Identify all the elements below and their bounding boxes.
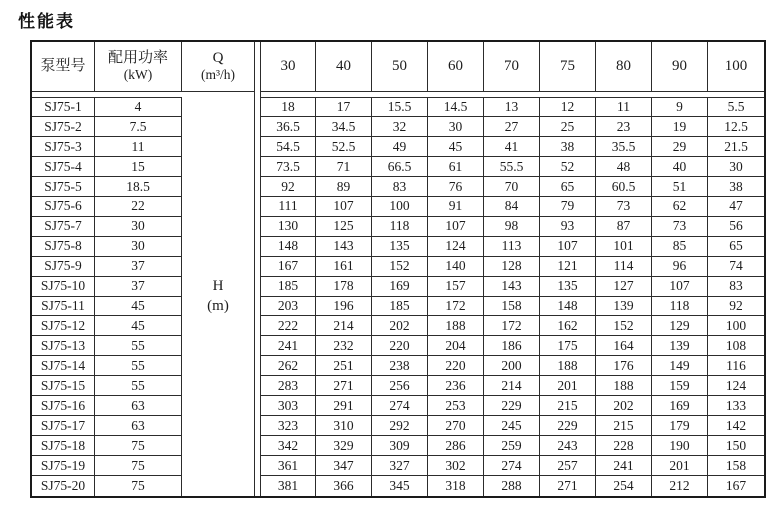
head-value-cell: 100 (708, 316, 764, 336)
head-value-cell: 178 (316, 277, 372, 297)
column-header-flow-60: 60 (428, 42, 484, 92)
head-value-cell: 128 (484, 257, 540, 277)
head-value-cell: 215 (596, 416, 652, 436)
column-header-flow-90: 90 (652, 42, 708, 92)
head-value-cell: 257 (540, 456, 596, 476)
model-cell: SJ75-13 (32, 336, 95, 356)
head-value-cell: 236 (428, 376, 484, 396)
head-value-cell: 25 (540, 117, 596, 137)
head-value-cell: 79 (540, 197, 596, 217)
head-value-cell: 201 (540, 376, 596, 396)
head-value-cell: 381 (260, 476, 316, 496)
head-value-cell: 345 (372, 476, 428, 496)
power-cell: 11 (95, 137, 182, 157)
head-value-cell: 48 (596, 157, 652, 177)
head-value-cell: 238 (372, 356, 428, 376)
model-cell: SJ75-1 (32, 97, 95, 117)
head-value-cell: 202 (372, 316, 428, 336)
head-value-cell: 215 (540, 396, 596, 416)
head-value-cell: 55.5 (484, 157, 540, 177)
head-value-cell: 60.5 (596, 177, 652, 197)
column-header-flow-75: 75 (540, 42, 596, 92)
head-value-cell: 172 (484, 316, 540, 336)
head-value-cell: 220 (372, 336, 428, 356)
model-cell: SJ75-10 (32, 277, 95, 297)
head-value-cell: 167 (725, 478, 747, 494)
head-value-cell: 204 (428, 336, 484, 356)
head-value-cell: 38 (708, 177, 764, 197)
head-value-cell: 127 (596, 277, 652, 297)
model-cell: SJ75-14 (32, 356, 95, 376)
head-value-cell: 148 (260, 237, 316, 257)
head-value-cell: 152 (372, 257, 428, 277)
column-header-flow-100: 100 (708, 42, 764, 92)
head-value-cell: 347 (316, 456, 372, 476)
head-value-cell: 35.5 (596, 137, 652, 157)
power-cell: 4 (95, 97, 182, 117)
head-value-cell: 167 (260, 257, 316, 277)
head-value-cell: 139 (652, 336, 708, 356)
head-value-cell: 318 (428, 476, 484, 496)
head-value-cell: 143 (484, 277, 540, 297)
head-value-cell: 291 (316, 396, 372, 416)
column-header-flow-70: 70 (484, 42, 540, 92)
head-value-cell: 74 (708, 257, 764, 277)
power-cell: 55 (95, 356, 182, 376)
head-value-cell: 220 (428, 356, 484, 376)
flow-header-unit: (m³/h) (200, 67, 236, 83)
head-value-cell: 142 (708, 416, 764, 436)
power-cell: 15 (95, 157, 182, 177)
head-value-cell: 85 (652, 237, 708, 257)
head-value-cell: 241 (260, 336, 316, 356)
model-cell: SJ75-16 (32, 396, 95, 416)
column-header-model: 泵型号 (32, 42, 95, 92)
head-value-cell: 87 (596, 217, 652, 237)
head-value-cell: 161 (316, 257, 372, 277)
head-value-cell: 21.5 (708, 137, 764, 157)
flow-header-symbol: Q (212, 50, 224, 67)
model-cell: SJ75-9 (32, 257, 95, 277)
head-value-cell: 302 (428, 456, 484, 476)
head-value-cell: 76 (428, 177, 484, 197)
head-value-cell: 303 (260, 396, 316, 416)
power-cell: 63 (95, 396, 182, 416)
head-value-cell: 32 (372, 117, 428, 137)
head-value-cell: 152 (596, 316, 652, 336)
column-header-power (95, 42, 182, 92)
head-value-cell: 84 (484, 197, 540, 217)
head-value-cell: 256 (372, 376, 428, 396)
head-value-cell: 65 (708, 237, 764, 257)
head-value-cell: 150 (708, 436, 764, 456)
head-value-cell: 51 (652, 177, 708, 197)
power-cell: 30 (95, 237, 182, 257)
head-value-cell: 188 (428, 316, 484, 336)
head-value-cell: 366 (316, 476, 372, 496)
model-cell: SJ75-18 (32, 436, 95, 456)
head-value-cell: 66.5 (372, 157, 428, 177)
head-value-cell: 30 (708, 157, 764, 177)
power-cell: 45 (95, 297, 182, 317)
head-value-cell: 158 (484, 297, 540, 317)
head-value-cell: 361 (260, 456, 316, 476)
head-value-cell: 100 (372, 197, 428, 217)
power-header-name: 配用功率 (107, 50, 168, 67)
head-value-cell: 274 (484, 456, 540, 476)
power-cell: 18.5 (95, 177, 182, 197)
head-value-cell: 175 (540, 336, 596, 356)
head-value-cell: 124 (708, 376, 764, 396)
head-value-cell: 124 (428, 237, 484, 257)
head-value-cell: 185 (260, 277, 316, 297)
head-value-cell: 232 (316, 336, 372, 356)
head-value-cell: 185 (372, 297, 428, 317)
head-value-cell: 41 (484, 137, 540, 157)
head-value-cell: 292 (372, 416, 428, 436)
head-value-cell: 14.5 (428, 97, 484, 117)
head-value-cell: 253 (428, 396, 484, 416)
head-value-cell: 323 (260, 416, 316, 436)
head-value-cell: 30 (428, 117, 484, 137)
head-value-cell: 176 (596, 356, 652, 376)
head-value-cell: 45 (428, 137, 484, 157)
head-value-cell: 274 (372, 396, 428, 416)
head-value-cell: 286 (428, 436, 484, 456)
head-value-cell: 262 (260, 356, 316, 376)
head-value-cell: 157 (428, 277, 484, 297)
head-value-cell: 133 (708, 396, 764, 416)
model-cell: SJ75-4 (32, 157, 95, 177)
head-value-cell: 56 (708, 217, 764, 237)
power-cell: 75 (95, 436, 182, 456)
power-header-unit: (kW) (123, 67, 153, 83)
head-value-cell: 200 (484, 356, 540, 376)
model-cell: SJ75-17 (32, 416, 95, 436)
head-value-cell: 108 (708, 336, 764, 356)
head-value-cell: 61 (428, 157, 484, 177)
head-value-cell: 212 (652, 476, 708, 496)
head-unit-cell (182, 97, 255, 496)
head-value-cell: 164 (596, 336, 652, 356)
head-value-cell: 93 (540, 217, 596, 237)
head-value-cell: 18 (260, 97, 316, 117)
head-value-cell: 107 (316, 197, 372, 217)
head-value-cell: 158 (708, 456, 764, 476)
model-cell: SJ75-11 (32, 297, 95, 317)
head-value-cell: 65 (540, 177, 596, 197)
head-value-cell: 47 (708, 197, 764, 217)
head-value-cell: 288 (484, 476, 540, 496)
head-value-cell: 13 (484, 97, 540, 117)
head-value-cell: 202 (596, 396, 652, 416)
power-cell: 7.5 (95, 117, 182, 137)
head-value-cell: 49 (372, 137, 428, 157)
head-value-cell: 259 (484, 436, 540, 456)
performance-table (30, 40, 766, 498)
head-value-cell: 12 (540, 97, 596, 117)
head-value-cell: 118 (652, 297, 708, 317)
head-value-cell: 107 (428, 217, 484, 237)
head-value-cell: 118 (372, 217, 428, 237)
head-value-cell: 19 (652, 117, 708, 137)
head-value-cell: 214 (316, 316, 372, 336)
model-cell: SJ75-5 (32, 177, 95, 197)
head-value-cell: 186 (484, 336, 540, 356)
head-value-cell: 12.5 (708, 117, 764, 137)
model-cell: SJ75-6 (32, 197, 95, 217)
head-value-cell: 54.5 (260, 137, 316, 157)
head-value-cell: 125 (316, 217, 372, 237)
head-value-cell: 135 (372, 237, 428, 257)
head-value-cell: 162 (540, 316, 596, 336)
head-value-cell: 113 (484, 237, 540, 257)
head-value-cell: 52.5 (316, 137, 372, 157)
power-cell: 75 (95, 456, 182, 476)
head-value-cell: 36.5 (260, 117, 316, 137)
head-value-cell: 149 (652, 356, 708, 376)
model-cell: SJ75-8 (32, 237, 95, 257)
power-cell: 45 (95, 316, 182, 336)
head-value-cell: 116 (708, 356, 764, 376)
head-value-cell: 62 (652, 197, 708, 217)
head-value-cell: 29 (652, 137, 708, 157)
head-value-cell: 121 (540, 257, 596, 277)
head-value-cell: 107 (652, 277, 708, 297)
head-value-cell: 135 (540, 277, 596, 297)
head-value-cell: 11 (596, 97, 652, 117)
head-value-cell: 241 (596, 456, 652, 476)
head-value-cell: 27 (484, 117, 540, 137)
power-cell: 30 (95, 217, 182, 237)
head-value-cell: 23 (596, 117, 652, 137)
head-value-cell: 101 (596, 237, 652, 257)
head-value-cell: 17 (316, 97, 372, 117)
head-value-cell: 89 (316, 177, 372, 197)
head-value-cell: 83 (372, 177, 428, 197)
head-value-cell: 92 (260, 177, 316, 197)
head-value-cell: 38 (540, 137, 596, 157)
model-cell: SJ75-7 (32, 217, 95, 237)
head-value-cell: 327 (372, 456, 428, 476)
head-value-cell: 169 (652, 396, 708, 416)
head-value-cell: 229 (484, 396, 540, 416)
head-value-cell: 245 (484, 416, 540, 436)
head-value-cell: 71 (316, 157, 372, 177)
head-value-cell: 34.5 (316, 117, 372, 137)
head-value-cell: 228 (596, 436, 652, 456)
head-value-cell: 172 (428, 297, 484, 317)
head-unit: (m) (207, 297, 229, 314)
column-header-flow-30: 30 (260, 42, 316, 92)
head-value-cell: 254 (596, 476, 652, 496)
head-value-cell: 222 (260, 316, 316, 336)
page-title: 性能表 (18, 12, 75, 31)
head-value-cell: 270 (428, 416, 484, 436)
head-value-cell: 139 (596, 297, 652, 317)
head-value-cell: 91 (428, 197, 484, 217)
model-cell: SJ75-3 (32, 137, 95, 157)
model-cell: SJ75-15 (32, 376, 95, 396)
head-value-cell: 5.5 (708, 97, 764, 117)
head-value-cell: 271 (540, 476, 596, 496)
head-value-cell: 92 (708, 297, 764, 317)
head-value-cell: 159 (652, 376, 708, 396)
head-value-cell: 130 (260, 217, 316, 237)
head-value-cell: 111 (260, 197, 316, 217)
head-value-cell: 190 (652, 436, 708, 456)
head-value-cell: 283 (260, 376, 316, 396)
head-value-cell: 188 (540, 356, 596, 376)
head-value-cell: 107 (540, 237, 596, 257)
power-cell: 75 (95, 476, 182, 496)
head-value-cell: 73 (596, 197, 652, 217)
head-value-cell: 73 (652, 217, 708, 237)
head-value-cell: 201 (652, 456, 708, 476)
column-header-flow-40: 40 (316, 42, 372, 92)
column-header-flow-q (182, 42, 255, 92)
head-value-cell: 329 (316, 436, 372, 456)
head-value-cell: 169 (372, 277, 428, 297)
head-value-cell: 203 (260, 297, 316, 317)
head-value-cell: 114 (596, 257, 652, 277)
power-cell: 55 (95, 376, 182, 396)
model-cell: SJ75-12 (32, 316, 95, 336)
power-cell: 63 (95, 416, 182, 436)
head-value-cell: 271 (316, 376, 372, 396)
head-value-cell: 40 (652, 157, 708, 177)
head-value-cell: 196 (316, 297, 372, 317)
head-value-cell: 9 (652, 97, 708, 117)
head-value-cell: 179 (652, 416, 708, 436)
column-header-flow-80: 80 (596, 42, 652, 92)
power-cell: 37 (95, 277, 182, 297)
model-cell: SJ75-19 (32, 456, 95, 476)
head-value-cell: 310 (316, 416, 372, 436)
head-value-cell: 96 (652, 257, 708, 277)
head-value-cell: 70 (484, 177, 540, 197)
head-value-cell: 214 (484, 376, 540, 396)
power-cell: 55 (95, 336, 182, 356)
head-value-cell: 229 (540, 416, 596, 436)
power-cell: 22 (95, 197, 182, 217)
model-cell: SJ75-2 (32, 117, 95, 137)
head-value-cell: 188 (596, 376, 652, 396)
head-value-cell: 83 (708, 277, 764, 297)
head-value-cell: 148 (540, 297, 596, 317)
head-symbol: H (212, 278, 224, 294)
model-cell: SJ75-20 (32, 476, 95, 496)
head-value-cell: 309 (372, 436, 428, 456)
head-value-cell: 98 (484, 217, 540, 237)
column-header-flow-50: 50 (372, 42, 428, 92)
head-value-cell: 73.5 (260, 157, 316, 177)
head-value-cell: 342 (260, 436, 316, 456)
head-value-cell: 129 (652, 316, 708, 336)
head-value-cell: 52 (540, 157, 596, 177)
head-value-cell: 140 (428, 257, 484, 277)
head-value-cell: 243 (540, 436, 596, 456)
head-value-cell: 143 (316, 237, 372, 257)
head-value-cell: 251 (316, 356, 372, 376)
head-value-cell: 15.5 (372, 97, 428, 117)
power-cell: 37 (95, 257, 182, 277)
